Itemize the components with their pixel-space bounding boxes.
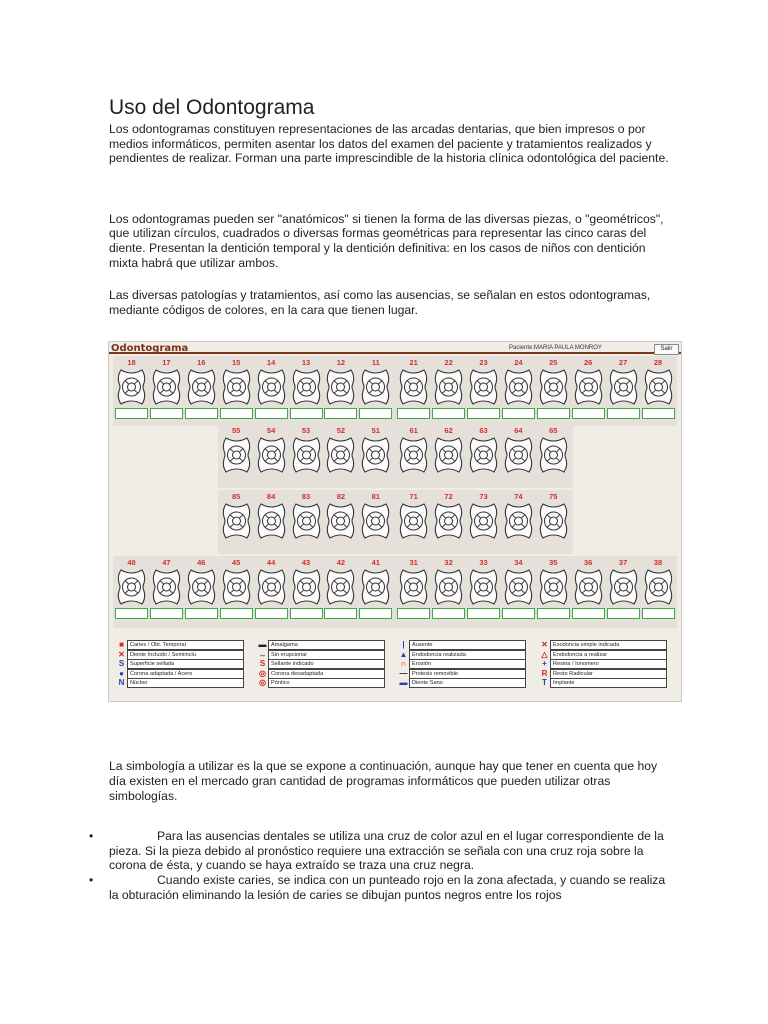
tooth-diagram-icon: [397, 367, 430, 407]
tooth-number: 33: [479, 558, 488, 568]
paragraph-intro: Los odontogramas constituyen representaciones de las arcadas dentarias, que bien impresos o por medios informáticos, permiten asentar los datos del examen del paciente y tratamientos realizados y pendientes de realizar. Forman una parte imprescindible de la historia clínica odontológica del paciente.: [109, 122, 669, 166]
legend-label: Sin erupcionar: [268, 650, 385, 660]
tooth-number: 55: [232, 426, 241, 436]
legend-item[interactable]: [399, 640, 537, 649]
tooth-diagram-icon: [607, 367, 640, 407]
legend-item[interactable]: [399, 678, 537, 687]
tooth-28[interactable]: [642, 358, 675, 407]
legend-symbol-icon: T: [542, 678, 547, 688]
legend-label: Caries / Obt. Temporal: [127, 640, 244, 650]
tooth-note-field[interactable]: [537, 408, 570, 419]
tooth-note-field[interactable]: [359, 408, 392, 419]
tooth-number: 16: [197, 358, 206, 368]
legend-symbol-icon: ↔: [258, 649, 267, 659]
tooth-diagram-icon: [537, 567, 570, 607]
legend-symbol-icon: ●: [119, 668, 124, 678]
tooth-note-field[interactable]: [150, 408, 183, 419]
legend-label: Ausente: [409, 640, 526, 650]
after-figure: [89, 759, 669, 902]
tooth-85[interactable]: [220, 492, 253, 541]
tooth-number: 43: [301, 558, 311, 568]
legend-item[interactable]: [258, 650, 396, 659]
tooth-diagram-icon: [290, 567, 323, 607]
tooth-diagram-icon: [185, 367, 218, 407]
legend-label: Resina / Ionomero: [550, 659, 667, 669]
tooth-number: 25: [549, 358, 558, 368]
legend-item[interactable]: [399, 650, 537, 659]
tooth-diagram-icon: [359, 435, 392, 475]
tooth-74[interactable]: [502, 492, 535, 541]
tooth-number: 71: [409, 492, 418, 502]
tooth-number: 75: [549, 492, 558, 502]
tooth-note-field[interactable]: [115, 408, 148, 419]
tooth-note-field[interactable]: [572, 608, 605, 619]
bullet-item: [89, 872, 669, 902]
tooth-note-field[interactable]: [150, 608, 183, 619]
tooth-number: 35: [549, 558, 558, 568]
legend-symbol-icon: △: [541, 649, 548, 659]
tooth-diagram-icon: [467, 435, 500, 475]
tooth-number: 17: [162, 358, 171, 368]
tooth-25[interactable]: [537, 358, 570, 407]
tooth-number: 72: [444, 492, 453, 502]
tooth-diagram-icon: [290, 501, 323, 541]
tooth-note-field[interactable]: [467, 408, 500, 419]
tooth-number: 53: [301, 426, 311, 436]
legend-symbol-icon: |: [402, 640, 405, 650]
tooth-14[interactable]: [255, 358, 288, 407]
tooth-note-field[interactable]: [359, 608, 392, 619]
legend-symbol-icon: ▲: [399, 649, 408, 659]
tooth-27[interactable]: [607, 358, 640, 407]
tooth-23[interactable]: [467, 358, 500, 407]
tooth-number: 64: [514, 426, 523, 436]
tooth-15[interactable]: [220, 358, 253, 407]
tooth-13[interactable]: [290, 358, 323, 407]
tooth-number: 63: [479, 426, 488, 436]
tooth-11[interactable]: [359, 358, 392, 407]
legend-symbol-icon: ✕: [541, 640, 548, 650]
tooth-number: 65: [549, 426, 558, 436]
tooth-note-field[interactable]: [432, 408, 465, 419]
tooth-diagram-icon: [290, 435, 323, 475]
paragraph-types: Los odontogramas pueden ser "anatómicos" si tienen la forma de las diversas piezas, o "geométricos", que utilizan círculos, cuadrados o diversas formas geométricas para representar las cinco caras del diente. Presentan la dentición temporal y la dentición definitiva: en los casos de niños con dentición mixta habrá que utilizar ambos.: [109, 211, 664, 270]
exit-button[interactable]: Salir: [654, 344, 679, 355]
legend-label: Diente Incluido / Semiinclu: [127, 650, 244, 660]
tooth-diagram-icon: [537, 501, 570, 541]
tooth-48[interactable]: [115, 558, 148, 607]
legend-item[interactable]: [117, 659, 255, 668]
tooth-number: 31: [409, 558, 418, 568]
tooth-note-field[interactable]: [397, 608, 430, 619]
tooth-diagram-icon: [572, 567, 605, 607]
tooth-31[interactable]: [397, 558, 430, 607]
tooth-number: 73: [479, 492, 488, 502]
tooth-33[interactable]: [467, 558, 500, 607]
tooth-number: 34: [514, 558, 523, 568]
tooth-note-field[interactable]: [185, 608, 218, 619]
tooth-note-field[interactable]: [290, 408, 323, 419]
tooth-number: 12: [336, 358, 346, 368]
legend-column: [258, 640, 396, 688]
legend-symbol-icon: ◎: [259, 668, 266, 678]
legend-symbol-icon: +: [542, 659, 547, 669]
legend-label: Superficie sellada: [127, 659, 244, 669]
tooth-44[interactable]: [255, 558, 288, 607]
tooth-55[interactable]: [220, 426, 253, 475]
tooth-diagram-icon: [397, 435, 430, 475]
tooth-number: 21: [409, 358, 418, 368]
tooth-diagram-icon: [220, 501, 253, 541]
tooth-number: 37: [618, 558, 628, 568]
legend-symbol-icon: ▬: [399, 678, 408, 688]
tooth-note-field[interactable]: [324, 608, 357, 619]
bullet-list: [89, 829, 669, 902]
legend-item[interactable]: [117, 669, 255, 678]
tooth-diagram-icon: [432, 501, 465, 541]
legend-symbol-icon: S: [259, 659, 266, 669]
tooth-16[interactable]: [185, 358, 218, 407]
tooth-diagram-icon: [537, 435, 570, 475]
legend-label: Protesis removible: [409, 669, 526, 679]
tooth-diagram-icon: [255, 435, 288, 475]
tooth-84[interactable]: [255, 492, 288, 541]
tooth-diagram-icon: [255, 501, 288, 541]
odontogram-title: Odontograma: [111, 343, 189, 355]
tooth-number: 82: [336, 492, 346, 502]
tooth-diagram-icon: [290, 367, 323, 407]
tooth-note-field[interactable]: [255, 408, 288, 419]
tooth-42[interactable]: [324, 558, 357, 607]
tooth-number: 13: [301, 358, 311, 368]
tooth-number: 51: [371, 426, 380, 436]
tooth-73[interactable]: [467, 492, 500, 541]
bullet-dot: •: [89, 829, 94, 844]
tooth-diagram-icon: [502, 567, 535, 607]
tooth-note-field[interactable]: [642, 608, 675, 619]
legend-label: Diente Sano: [409, 678, 526, 688]
tooth-diagram-icon: [432, 435, 465, 475]
tooth-diagram-icon: [255, 567, 288, 607]
legend-item[interactable]: [258, 659, 396, 668]
tooth-number: 52: [336, 426, 346, 436]
tooth-diagram-icon: [467, 501, 500, 541]
tooth-83[interactable]: [290, 492, 323, 541]
tooth-note-field[interactable]: [572, 408, 605, 419]
tooth-46[interactable]: [185, 558, 218, 607]
tooth-note-field[interactable]: [255, 608, 288, 619]
tooth-54[interactable]: [255, 426, 288, 475]
tooth-note-field[interactable]: [467, 608, 500, 619]
legend-item[interactable]: [540, 669, 678, 678]
legend-symbol-icon: S: [118, 659, 125, 669]
bullet-item: [89, 829, 669, 873]
tooth-note-field[interactable]: [537, 608, 570, 619]
legend-label: Corona desadaptada: [268, 669, 385, 679]
tooth-number: 11: [371, 358, 380, 368]
legend-symbol-icon: N: [118, 678, 125, 688]
tooth-number: 18: [127, 358, 136, 368]
legend-label: Sellante indicado: [268, 659, 385, 669]
legend-item[interactable]: [540, 640, 678, 649]
legend-item[interactable]: [117, 678, 255, 687]
tooth-diagram-icon: [324, 435, 357, 475]
tooth-number: 62: [444, 426, 453, 436]
tooth-diagram-icon: [502, 367, 535, 407]
tooth-number: 24: [514, 358, 523, 368]
legend-label: Corona adaptada / Acero: [127, 669, 244, 679]
tooth-diagram-icon: [359, 567, 392, 607]
tooth-36[interactable]: [572, 558, 605, 607]
tooth-note-field[interactable]: [397, 408, 430, 419]
tooth-number: 84: [266, 492, 276, 502]
tooth-12[interactable]: [324, 358, 357, 407]
document: [89, 96, 673, 902]
tooth-diagram-icon: [397, 567, 430, 607]
tooth-number: 26: [584, 358, 593, 368]
legend-label: Póntico: [268, 678, 385, 688]
tooth-number: 38: [653, 558, 663, 568]
tooth-32[interactable]: [432, 558, 465, 607]
tooth-number: 27: [618, 358, 628, 368]
legend-symbol-icon: —: [399, 668, 408, 678]
tooth-37[interactable]: [607, 558, 640, 607]
legend-symbol-icon: ∩: [400, 659, 407, 669]
legend-label: Implante: [550, 678, 667, 688]
tooth-diagram-icon: [397, 501, 430, 541]
tooth-82[interactable]: [324, 492, 357, 541]
legend-label: Endodoncia a realizar: [550, 650, 667, 660]
tooth-diagram-icon: [537, 367, 570, 407]
tooth-63[interactable]: [467, 426, 500, 475]
tooth-71[interactable]: [397, 492, 430, 541]
tooth-diagram-icon: [359, 501, 392, 541]
legend-item[interactable]: [117, 640, 255, 649]
tooth-number: 42: [336, 558, 346, 568]
tooth-diagram-icon: [572, 367, 605, 407]
legend-label: Amalgama: [268, 640, 385, 650]
legend-column: [117, 640, 255, 688]
tooth-diagram-icon: [220, 435, 253, 475]
tooth-number: 45: [232, 558, 241, 568]
tooth-number: 22: [444, 358, 453, 368]
tooth-number: 81: [371, 492, 380, 502]
tooth-diagram-icon: [220, 567, 253, 607]
tooth-note-field[interactable]: [607, 408, 640, 419]
legend-item[interactable]: [540, 678, 678, 687]
tooth-diagram-icon: [502, 501, 535, 541]
tooth-note-field[interactable]: [607, 608, 640, 619]
tooth-21[interactable]: [397, 358, 430, 407]
tooth-number: 32: [444, 558, 453, 568]
legend-item[interactable]: [117, 650, 255, 659]
tooth-note-field[interactable]: [502, 408, 535, 419]
legend-label: Erosión: [409, 659, 526, 669]
tooth-diagram-icon: [220, 367, 253, 407]
tooth-64[interactable]: [502, 426, 535, 475]
legend-item[interactable]: [540, 650, 678, 659]
tooth-diagram-icon: [150, 567, 183, 607]
tooth-diagram-icon: [432, 567, 465, 607]
legend-symbol-icon: ■: [119, 640, 124, 650]
tooth-81[interactable]: [359, 492, 392, 541]
paragraph-symbology: La simbología a utilizar es la que se expone a continuación, aunque hay que tener en cuenta que hoy día existen en el mercado gran cantidad de programas informáticos que pueden utilizar otras simbologías.: [109, 759, 658, 803]
tooth-note-field[interactable]: [324, 408, 357, 419]
tooth-34[interactable]: [502, 558, 535, 607]
tooth-diagram-icon: [467, 367, 500, 407]
tooth-note-field[interactable]: [502, 608, 535, 619]
legend-label: Exodoncia simple indicada: [550, 640, 667, 650]
tooth-number: 28: [653, 358, 663, 368]
legend-item[interactable]: [399, 669, 537, 678]
tooth-note-field[interactable]: [642, 408, 675, 419]
legend-symbol-icon: ◎: [259, 678, 266, 688]
legend-item[interactable]: [258, 678, 396, 687]
tooth-51[interactable]: [359, 426, 392, 475]
legend-item[interactable]: [399, 659, 537, 668]
legend-symbol-icon: R: [541, 668, 548, 678]
tooth-52[interactable]: [324, 426, 357, 475]
patient-label: Paciente:MARIA PAULA MONROY: [509, 345, 602, 352]
tooth-72[interactable]: [432, 492, 465, 541]
tooth-18[interactable]: [115, 358, 148, 407]
tooth-number: 41: [371, 558, 380, 568]
tooth-note-field[interactable]: [220, 408, 253, 419]
paragraph-codes: Las diversas patologías y tratamientos, así como las ausencias, se señalan en estos odontogramas, mediante códigos de colores, en la cara que tienen lugar.: [109, 288, 651, 317]
tooth-41[interactable]: [359, 558, 392, 607]
tooth-note-field[interactable]: [290, 608, 323, 619]
tooth-number: 46: [197, 558, 206, 568]
tooth-number: 54: [266, 426, 276, 436]
tooth-diagram-icon: [502, 435, 535, 475]
tooth-43[interactable]: [290, 558, 323, 607]
legend-symbol-icon: ✕: [118, 649, 125, 659]
tooth-number: 14: [266, 358, 276, 368]
odontogram-figure: [108, 341, 682, 702]
tooth-35[interactable]: [537, 558, 570, 607]
tooth-diagram-icon: [255, 367, 288, 407]
tooth-26[interactable]: [572, 358, 605, 407]
tooth-number: 61: [409, 426, 418, 436]
tooth-24[interactable]: [502, 358, 535, 407]
tooth-diagram-icon: [359, 367, 392, 407]
tooth-17[interactable]: [150, 358, 183, 407]
legend-column: [540, 640, 678, 688]
tooth-number: 44: [266, 558, 276, 568]
legend-item[interactable]: [258, 640, 396, 649]
tooth-number: 36: [584, 558, 593, 568]
legend-label: Resto Radicular: [550, 669, 667, 679]
legend-label: Endodoncia realizada: [409, 650, 526, 660]
legend-symbol-icon: ▬: [258, 640, 267, 650]
tooth-53[interactable]: [290, 426, 323, 475]
tooth-note-field[interactable]: [115, 608, 148, 619]
tooth-62[interactable]: [432, 426, 465, 475]
tooth-diagram-icon: [324, 501, 357, 541]
tooth-diagram-icon: [467, 567, 500, 607]
tooth-diagram-icon: [642, 567, 675, 607]
tooth-61[interactable]: [397, 426, 430, 475]
tooth-38[interactable]: [642, 558, 675, 607]
tooth-45[interactable]: [220, 558, 253, 607]
tooth-note-field[interactable]: [432, 608, 465, 619]
tooth-number: 85: [232, 492, 241, 502]
tooth-diagram-icon: [324, 367, 357, 407]
tooth-number: 15: [232, 358, 241, 368]
legend-item[interactable]: [540, 659, 678, 668]
tooth-number: 83: [301, 492, 311, 502]
legend-label: Núcleo: [127, 678, 244, 688]
tooth-diagram-icon: [324, 567, 357, 607]
bullet-text: Cuando existe caries, se indica con un punteado rojo en la zona afectada, y cuando se realiza la obturación eliminando la lesión de caries se dibujan puntos negros entre los rojos: [109, 872, 666, 902]
legend-column: [399, 640, 537, 688]
legend-item[interactable]: [258, 669, 396, 678]
tooth-47[interactable]: [150, 558, 183, 607]
tooth-diagram-icon: [150, 367, 183, 407]
tooth-diagram-icon: [642, 367, 675, 407]
tooth-number: 23: [479, 358, 488, 368]
tooth-number: 48: [127, 558, 136, 568]
tooth-diagram-icon: [607, 567, 640, 607]
tooth-22[interactable]: [432, 358, 465, 407]
tooth-number: 74: [514, 492, 523, 502]
tooth-65[interactable]: [537, 426, 570, 475]
tooth-note-field[interactable]: [185, 408, 218, 419]
bullet-text: Para las ausencias dentales se utiliza una cruz de color azul en el lugar correspondiente de la pieza. Si la pieza debido al pronóstico requiere una extracción se señala con una cruz roja sobre la corona de ésta, y cuando se haya extraído se traza una cruz negra.: [109, 829, 664, 873]
tooth-diagram-icon: [115, 567, 148, 607]
tooth-diagram-icon: [115, 367, 148, 407]
tooth-number: 47: [162, 558, 171, 568]
bullet-dot: •: [89, 872, 94, 887]
tooth-diagram-icon: [432, 367, 465, 407]
tooth-75[interactable]: [537, 492, 570, 541]
page-title: Uso del Odontograma: [109, 96, 315, 119]
tooth-diagram-icon: [185, 567, 218, 607]
tooth-note-field[interactable]: [220, 608, 253, 619]
